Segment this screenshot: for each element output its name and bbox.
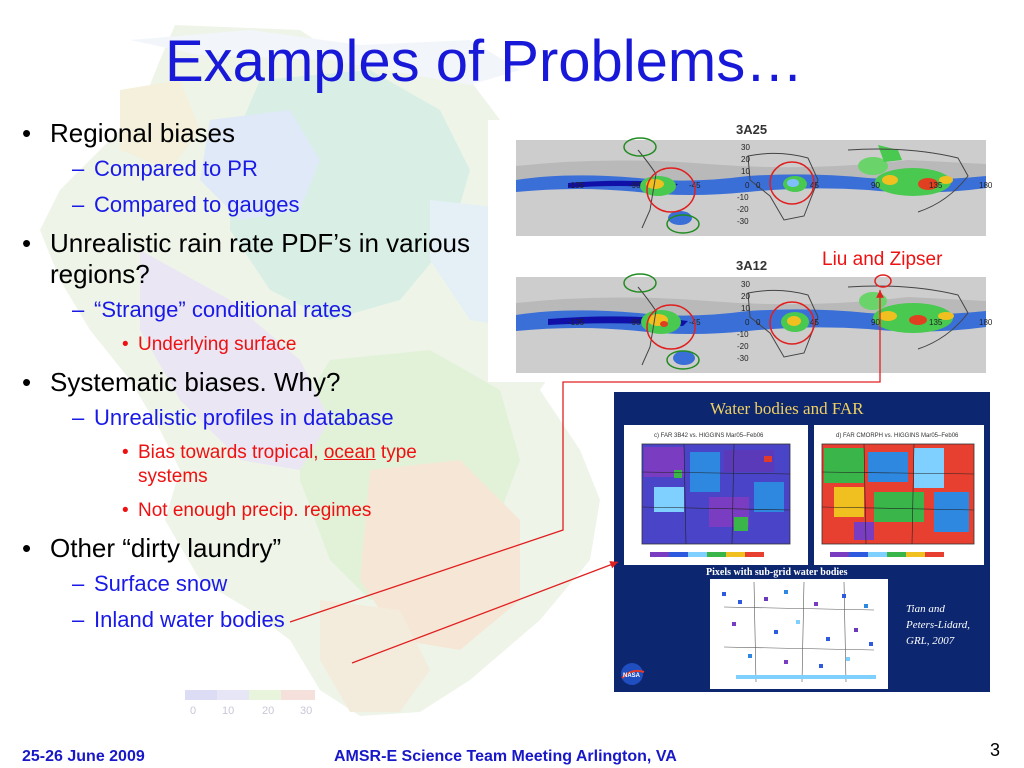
lat-label: 0	[745, 318, 750, 327]
lon-label: -45	[689, 181, 701, 190]
slide-title: Examples of Problems…	[165, 29, 804, 94]
lat-label: -30	[737, 217, 749, 226]
lon-label: -90	[629, 318, 641, 327]
sub-bullet-compared-pr: – Compared to PR	[18, 156, 488, 182]
bg-colorbar-tick: 10	[222, 705, 235, 717]
lat-label: 10	[741, 304, 750, 313]
lon-label: 0	[756, 181, 761, 190]
lon-label: 180	[979, 318, 993, 327]
arrow-inland-water	[352, 562, 618, 663]
sub-sub-bullet-underlying-surface: • Underlying surface	[18, 333, 488, 357]
map-bottom-label: 3A12	[736, 258, 768, 273]
lat-label: -30	[737, 354, 749, 363]
nasa-logo-text: NASA	[623, 673, 641, 679]
bullet-systematic-biases: • Systematic biases. Why?	[18, 367, 488, 398]
bullet-dirty-laundry: • Other “dirty laundry”	[18, 533, 488, 564]
bg-colorbar-tick: 30	[300, 705, 313, 717]
lon-label: 135	[929, 318, 943, 327]
footer-meeting: AMSR-E Science Team Meeting Arlington, VA	[334, 748, 677, 765]
arrow-surface-snow	[290, 290, 880, 622]
lat-label: 20	[741, 155, 750, 164]
lon-label: 135	[929, 181, 943, 190]
lon-label: -135	[568, 318, 585, 327]
bias-text-a: Bias towards tropical,	[138, 442, 324, 463]
lat-label: 20	[741, 292, 750, 301]
citation-line2: Peters-Lidard,	[906, 619, 971, 631]
bg-colorbar-tick: 20	[262, 705, 275, 717]
bullet-unrealistic-pdf: • Unrealistic rain rate PDF’s in various regions?	[18, 228, 488, 290]
lat-label: 30	[741, 280, 750, 289]
lat-label: 0	[745, 181, 750, 190]
bg-colorbar-tick: 0	[190, 705, 197, 717]
bullet-regional-biases: • Regional biases	[18, 118, 488, 149]
sub-sub-bullet-precip-regimes: • Not enough precip. regimes	[18, 499, 488, 523]
far-panel-right-caption: d) FAR CMORPH vs. HIGGINS Mar05–Feb06	[836, 433, 959, 439]
far-panel-left-caption: c) FAR 3B42 vs. HIGGINS Mar05–Feb06	[654, 433, 764, 439]
citation-line1: Tian and	[906, 603, 945, 615]
sub-bullet-unrealistic-profiles: – Unrealistic profiles in database	[18, 405, 488, 431]
sub-bullet-surface-snow: – Surface snow	[18, 571, 488, 597]
lon-label: 90	[871, 318, 880, 327]
sub-bullet-inland-water: – Inland water bodies	[18, 607, 488, 633]
sub-bullet-strange-rates: – “Strange” conditional rates	[18, 297, 488, 323]
lon-label: 90	[871, 181, 880, 190]
citation-line3: GRL, 2007	[906, 635, 955, 647]
lon-label: 180	[979, 181, 993, 190]
lat-label: -20	[737, 342, 749, 351]
far-title: Water bodies and FAR	[710, 399, 864, 418]
pixels-title: Pixels with sub-grid water bodies	[706, 567, 848, 578]
map-top-label: 3A25	[736, 122, 768, 137]
lat-label: 10	[741, 167, 750, 176]
lat-label: -10	[737, 330, 749, 339]
lon-label: 0	[756, 318, 761, 327]
bias-text-c: type systems	[138, 442, 417, 487]
bias-text-ocean: ocean	[323, 442, 376, 463]
footer-date: 25-26 June 2009	[22, 748, 145, 765]
page-number: 3	[990, 740, 1001, 760]
liu-zipser-callout: Liu and Zipser	[822, 249, 943, 270]
lon-label: 45	[810, 318, 819, 327]
lat-label: -20	[737, 205, 749, 214]
lon-label: -135	[568, 181, 585, 190]
lat-label: -10	[737, 193, 749, 202]
lat-label: 30	[741, 143, 750, 152]
lon-label: -90	[629, 181, 641, 190]
sub-bullet-compared-gauges: – Compared to gauges	[18, 192, 488, 218]
lon-label: 45	[810, 181, 819, 190]
lon-label: -45	[689, 318, 701, 327]
